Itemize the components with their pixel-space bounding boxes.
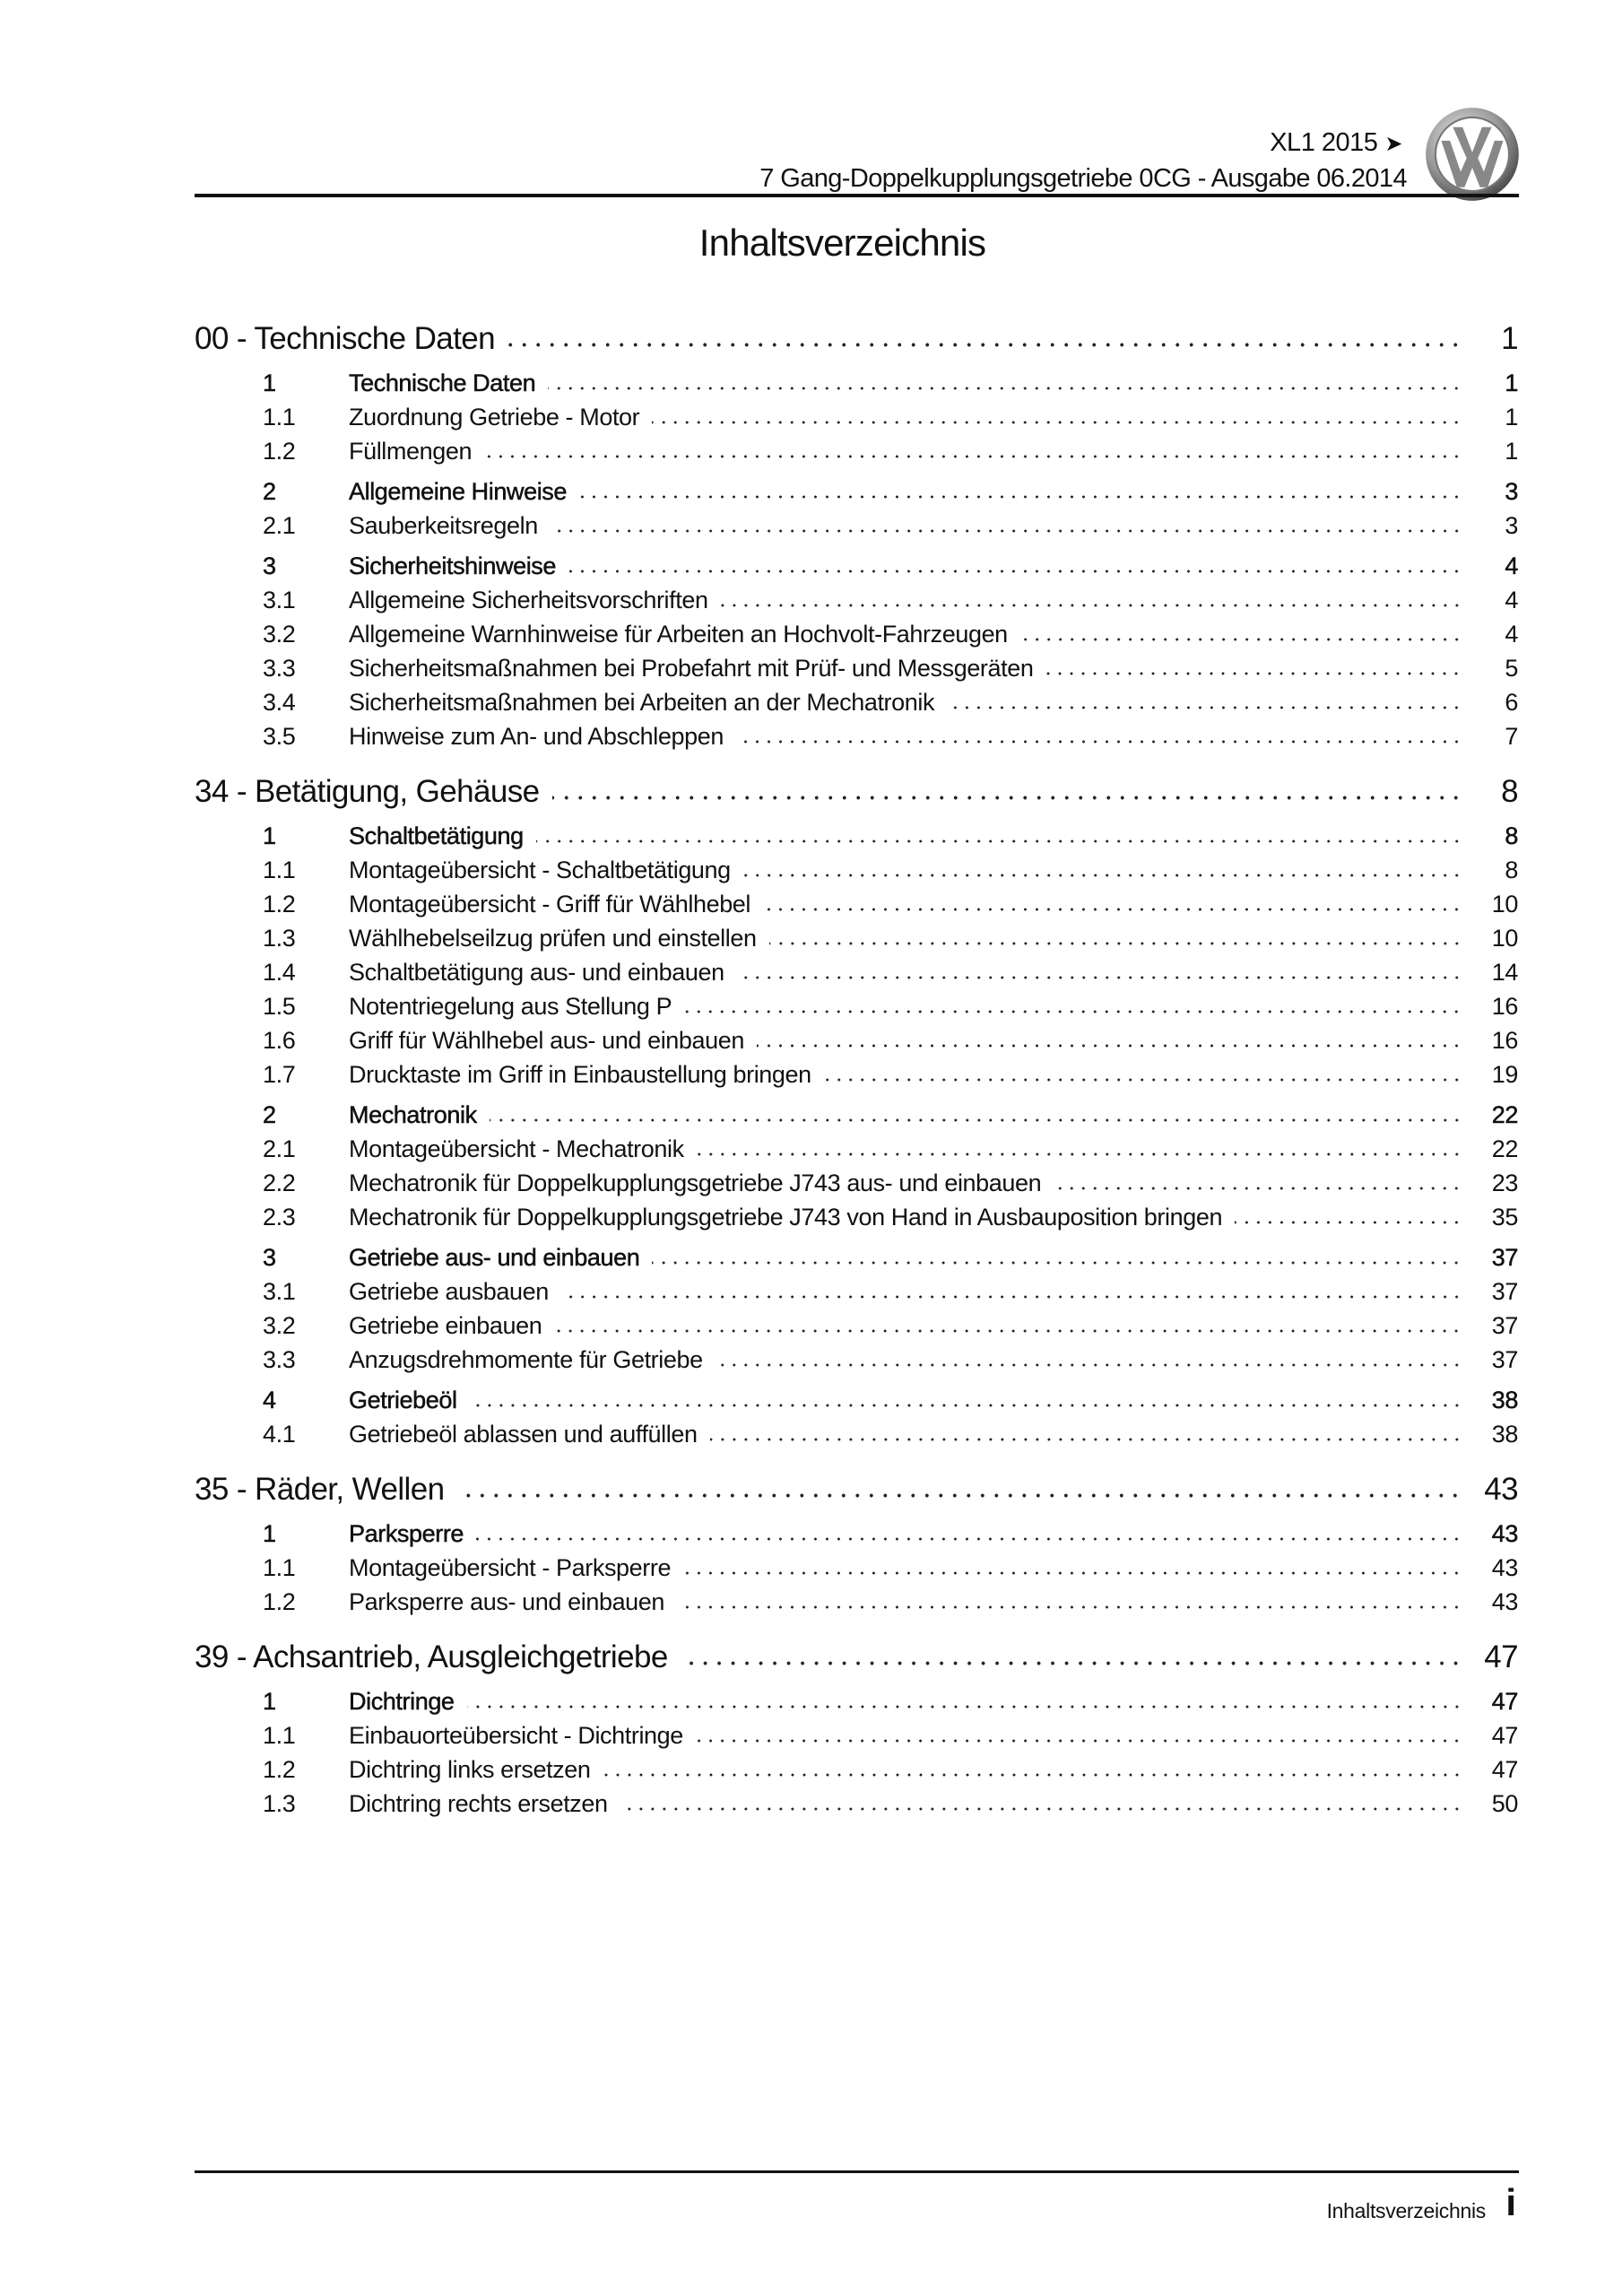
dot-leader [721, 584, 1462, 608]
entry-page: 4 [1505, 587, 1518, 613]
entry-number: 1 [263, 370, 276, 396]
entry-title: Getriebe aus- und einbauen [349, 1244, 640, 1271]
entry-page: 8 [1505, 822, 1518, 849]
vw-logo [1424, 106, 1521, 203]
dot-leader [554, 1309, 1462, 1334]
dot-leader [456, 1468, 1462, 1500]
dot-leader [603, 1753, 1462, 1778]
entry-title: Montageübersicht - Griff für Wählhebel [349, 891, 751, 918]
entry-title: 00 - Technische Daten [195, 321, 496, 356]
toc-entry[interactable] [195, 1024, 1518, 1058]
entry-page: 43 [1491, 1520, 1518, 1547]
toc-entry[interactable] [195, 956, 1518, 990]
toc-entry[interactable] [195, 854, 1518, 888]
entry-page: 14 [1491, 959, 1518, 986]
toc-entry[interactable] [195, 584, 1518, 618]
toc-chapter[interactable] [195, 475, 1518, 509]
entry-number: 2 [263, 1101, 276, 1128]
entry-title: Anzugsdrehmomente für Getriebe [349, 1346, 703, 1373]
toc-chapter[interactable] [195, 1099, 1518, 1133]
toc-entry[interactable] [195, 509, 1518, 544]
entry-title: Einbauorteübersicht - Dichtringe [349, 1722, 683, 1749]
entry-page: 43 [1491, 1588, 1518, 1615]
dot-leader [1235, 1201, 1462, 1225]
entry-title: Schaltbetätigung [349, 822, 524, 849]
entry-page: 19 [1491, 1061, 1518, 1088]
entry-number: 3.2 [263, 1312, 296, 1339]
dot-leader [551, 509, 1462, 534]
entry-number: 3.1 [263, 587, 296, 613]
dot-leader [507, 317, 1462, 349]
toc-entry[interactable] [195, 922, 1518, 956]
dot-leader [552, 770, 1463, 802]
entry-title: Dichtringe [349, 1688, 455, 1715]
entry-page: 22 [1491, 1101, 1518, 1128]
entry-number: 3.1 [263, 1278, 296, 1305]
entry-number: 1 [263, 1520, 276, 1547]
entry-number: 2 [263, 478, 276, 505]
entry-page: 47 [1491, 1688, 1518, 1715]
entry-number: 1 [263, 822, 276, 849]
entry-page: 37 [1491, 1346, 1518, 1373]
toc-section[interactable] [195, 1468, 1518, 1511]
dot-leader [536, 820, 1462, 844]
dot-leader [620, 1787, 1462, 1812]
toc-entry[interactable] [195, 720, 1518, 754]
entry-number: 3.3 [263, 1346, 296, 1373]
toc-chapter[interactable] [195, 1518, 1518, 1552]
toc-chapter[interactable] [195, 1384, 1518, 1418]
toc-entry[interactable] [195, 401, 1518, 435]
toc-entry[interactable] [195, 1309, 1518, 1344]
footer-label: Inhaltsverzeichnis [1326, 2199, 1486, 2222]
toc-chapter[interactable] [195, 820, 1518, 854]
toc-entry[interactable] [195, 1552, 1518, 1586]
entry-number: 1.2 [263, 891, 296, 918]
entry-title: Sicherheitsmaßnahmen bei Arbeiten an der Mechatronik [349, 689, 935, 716]
entry-number: 1.2 [263, 438, 296, 465]
entry-title: Mechatronik für Doppelkupplungsgetriebe J743 von Hand in Ausbauposition bringen [349, 1204, 1223, 1231]
entry-number: 2.3 [263, 1204, 296, 1231]
entry-title: Parksperre aus- und einbauen [349, 1588, 665, 1615]
entry-page: 4 [1505, 552, 1518, 579]
toc-chapter[interactable] [195, 367, 1518, 401]
entry-page: 37 [1491, 1312, 1518, 1339]
entry-page: 23 [1491, 1170, 1518, 1196]
entry-page: 47 [1491, 1756, 1518, 1783]
dot-leader [568, 550, 1462, 574]
entry-number: 1.2 [263, 1588, 296, 1615]
entry-page: 7 [1505, 723, 1518, 750]
entry-page: 16 [1491, 1027, 1518, 1054]
dot-leader [681, 1636, 1462, 1667]
entry-title: Dichtring links ersetzen [349, 1756, 591, 1783]
entry-title: Griff für Wählhebel aus- und einbauen [349, 1027, 744, 1054]
table-of-contents [195, 317, 1518, 1822]
entry-title: Technische Daten [349, 370, 536, 396]
dot-leader [743, 854, 1462, 878]
header-rule [195, 194, 1519, 197]
entry-number: 3.5 [263, 723, 296, 750]
dot-leader [1045, 652, 1462, 676]
toc-section[interactable] [195, 317, 1518, 361]
dot-leader [1020, 618, 1462, 642]
toc-entry[interactable] [195, 1058, 1518, 1092]
dot-leader [467, 1685, 1462, 1709]
toc-entry[interactable] [195, 435, 1518, 469]
entry-title: Getriebeöl [349, 1387, 457, 1413]
entry-number: 1.1 [263, 857, 296, 883]
entry-number: 1.6 [263, 1027, 296, 1054]
entry-title: Drucktaste im Griff in Einbaustellung bringen [349, 1061, 811, 1088]
footer-rule [195, 2170, 1519, 2173]
entry-number: 1.3 [263, 925, 296, 952]
entry-page: 1 [1505, 370, 1518, 396]
toc-chapter[interactable] [195, 550, 1518, 584]
toc-entry[interactable] [195, 1787, 1518, 1822]
dot-leader [769, 922, 1462, 946]
entry-title: Allgemeine Hinweise [349, 478, 568, 505]
dot-leader [476, 1518, 1462, 1542]
toc-entry[interactable] [195, 686, 1518, 720]
toc-entry[interactable] [195, 1586, 1518, 1620]
entry-number: 1 [263, 1688, 276, 1715]
entry-number: 3.2 [263, 621, 296, 648]
entry-page: 1 [1505, 404, 1518, 430]
dot-leader [683, 1552, 1462, 1576]
entry-title: Parksperre [349, 1520, 464, 1547]
entry-title: Getriebe ausbauen [349, 1278, 549, 1305]
entry-number: 1.4 [263, 959, 296, 986]
entry-page: 8 [1501, 774, 1518, 809]
entry-number: 1.7 [263, 1061, 296, 1088]
entry-page: 10 [1491, 891, 1518, 918]
footer-page-number: i [1505, 2181, 1516, 2223]
dot-leader [652, 401, 1462, 425]
entry-title: Zuordnung Getriebe - Motor [349, 404, 640, 430]
entry-number: 1.5 [263, 993, 296, 1020]
entry-page: 4 [1505, 621, 1518, 648]
toc-section[interactable] [195, 1636, 1518, 1679]
dot-leader [696, 1719, 1462, 1744]
dot-leader [490, 1099, 1462, 1123]
header-model [1270, 128, 1402, 158]
entry-title: Allgemeine Sicherheitsvorschriften [349, 587, 708, 613]
entry-page: 50 [1491, 1790, 1518, 1817]
dot-leader [684, 990, 1462, 1014]
entry-number: 1.1 [263, 1554, 296, 1581]
dot-leader [484, 435, 1462, 459]
toc-entry[interactable] [195, 1418, 1518, 1452]
dot-leader [548, 367, 1462, 391]
dot-leader [579, 475, 1462, 500]
entry-number: 1.3 [263, 1790, 296, 1817]
toc-entry[interactable] [195, 1133, 1518, 1167]
entry-number: 1.1 [263, 404, 296, 430]
dot-leader [652, 1241, 1462, 1265]
entry-number: 3 [263, 1244, 276, 1271]
entry-title: 39 - Achsantrieb, Ausgleichgetriebe [195, 1639, 668, 1674]
toc-entry[interactable] [195, 1275, 1518, 1309]
entry-page: 43 [1491, 1554, 1518, 1581]
entry-title: Getriebe einbauen [349, 1312, 542, 1339]
dot-leader [677, 1586, 1462, 1610]
entry-number: 3 [263, 552, 276, 579]
dot-leader [1054, 1167, 1462, 1191]
document-title: 7 Gang-Doppelkupplungsgetriebe 0CG - Ausgabe 06.2014 [759, 164, 1407, 193]
entry-number: 3.4 [263, 689, 296, 716]
dot-leader [737, 956, 1462, 980]
dot-leader [824, 1058, 1462, 1083]
entry-page: 6 [1505, 689, 1518, 716]
model-label: XL1 2015 [1270, 128, 1378, 157]
entry-title: Getriebeöl ablassen und auffüllen [349, 1421, 698, 1448]
entry-title: Mechatronik für Doppelkupplungsgetriebe J743 aus- und einbauen [349, 1170, 1042, 1196]
dot-leader [757, 1024, 1462, 1048]
entry-number: 2.2 [263, 1170, 296, 1196]
toc-entry[interactable] [195, 1167, 1518, 1201]
entry-page: 10 [1491, 925, 1518, 952]
entry-title: Allgemeine Warnhinweise für Arbeiten an Hochvolt-Fahrzeugen [349, 621, 1008, 648]
dot-leader [710, 1418, 1462, 1442]
entry-number: 2.1 [263, 1135, 296, 1162]
entry-page: 37 [1491, 1278, 1518, 1305]
entry-page: 22 [1491, 1135, 1518, 1162]
entry-title: Mechatronik [349, 1101, 477, 1128]
dot-leader [716, 1344, 1462, 1368]
toc-chapter[interactable] [195, 1241, 1518, 1275]
dot-leader [947, 686, 1462, 710]
entry-title: 34 - Betätigung, Gehäuse [195, 774, 540, 809]
entry-title: Montageübersicht - Mechatronik [349, 1135, 684, 1162]
entry-title: Sicherheitshinweise [349, 552, 557, 579]
entry-title: Montageübersicht - Parksperre [349, 1554, 672, 1581]
entry-number: 4 [263, 1387, 276, 1413]
dot-leader [697, 1133, 1462, 1157]
dot-leader [561, 1275, 1462, 1300]
entry-page: 3 [1505, 478, 1518, 505]
toc-entry[interactable] [195, 1201, 1518, 1235]
toc-entry[interactable] [195, 888, 1518, 922]
entry-number: 1.1 [263, 1722, 296, 1749]
entry-page: 8 [1505, 857, 1518, 883]
dot-leader [736, 720, 1462, 744]
dot-leader [470, 1384, 1462, 1408]
toc-entry[interactable] [195, 652, 1518, 686]
entry-page: 1 [1501, 321, 1518, 356]
toc-section[interactable] [195, 770, 1518, 813]
entry-page: 43 [1484, 1472, 1518, 1507]
entry-title: Notentriegelung aus Stellung P [349, 993, 672, 1020]
entry-page: 47 [1484, 1639, 1518, 1674]
entry-page: 35 [1491, 1204, 1518, 1231]
entry-page: 38 [1491, 1421, 1518, 1448]
entry-page: 1 [1505, 438, 1518, 465]
dot-leader [763, 888, 1462, 912]
entry-title: 35 - Räder, Wellen [195, 1472, 445, 1507]
arrow-right-icon[interactable]: ➤ [1384, 132, 1402, 156]
entry-title: Füllmengen [349, 438, 473, 465]
page-title: Inhaltsverzeichnis [698, 222, 986, 264]
entry-title: Dichtring rechts ersetzen [349, 1790, 608, 1817]
entry-title: Sicherheitsmaßnahmen bei Probefahrt mit Prüf- und Messgeräten [349, 655, 1034, 682]
entry-number: 2.1 [263, 512, 296, 539]
entry-title: Wählhebelseilzug prüfen und einstellen [349, 925, 757, 952]
toc-entry[interactable] [195, 1344, 1518, 1378]
entry-page: 3 [1505, 512, 1518, 539]
toc-entry[interactable] [195, 618, 1518, 652]
entry-title: Hinweise zum An- und Abschleppen [349, 723, 724, 750]
entry-page: 38 [1491, 1387, 1518, 1413]
toc-entry[interactable] [195, 1719, 1518, 1753]
entry-page: 16 [1491, 993, 1518, 1020]
toc-chapter[interactable] [195, 1685, 1518, 1719]
entry-title: Montageübersicht - Schaltbetätigung [349, 857, 731, 883]
entry-number: 3.3 [263, 655, 296, 682]
entry-number: 1.2 [263, 1756, 296, 1783]
entry-page: 5 [1505, 655, 1518, 682]
entry-number: 4.1 [263, 1421, 296, 1448]
entry-page: 47 [1491, 1722, 1518, 1749]
entry-title: Sauberkeitsregeln [349, 512, 538, 539]
toc-entry[interactable] [195, 990, 1518, 1024]
toc-entry[interactable] [195, 1753, 1518, 1787]
entry-page: 37 [1491, 1244, 1518, 1271]
entry-title: Schaltbetätigung aus- und einbauen [349, 959, 724, 986]
